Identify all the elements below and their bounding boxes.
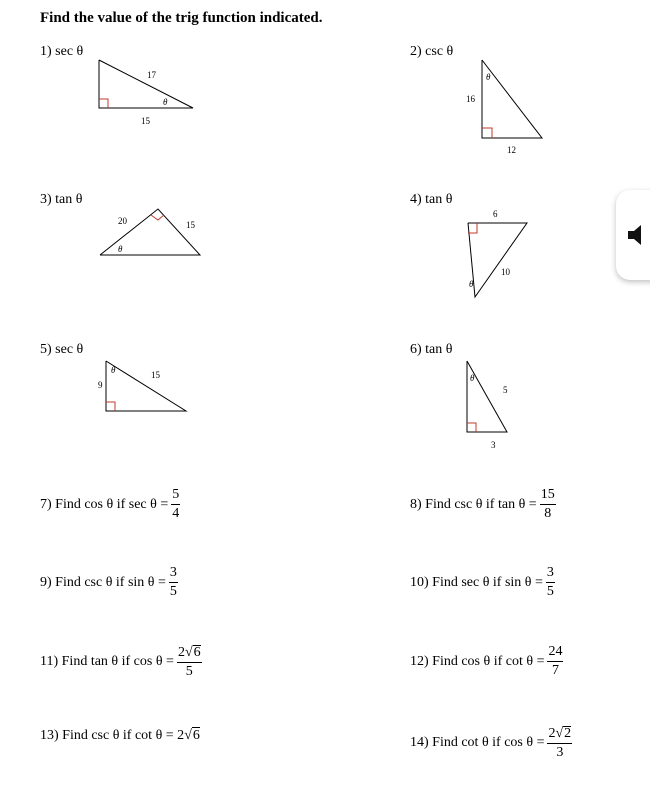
problem-5-label: 5) sec θ (40, 342, 84, 357)
triangle-4-theta: θ (469, 279, 474, 289)
triangle-4 (460, 205, 540, 305)
problem-12-fraction: $\frac{24}{7}$ (548, 644, 563, 678)
problem-10 (410, 566, 555, 599)
triangle-5-side-a: 9 (98, 380, 103, 390)
triangle-3-side-b: 15 (186, 220, 195, 230)
problem-9-fraction: $\frac{3}{5}$ (169, 565, 177, 599)
problem-9-text: 9) Find csc θ if sin θ = (40, 574, 166, 590)
triangle-4-side-b: 10 (501, 267, 510, 277)
problem-2-label: 2) csc θ (410, 44, 454, 59)
triangle-5-theta: θ (111, 365, 116, 375)
triangle-1-base: 15 (141, 116, 150, 126)
problem-6-label: 6) tan θ (410, 342, 453, 357)
problem-11-fraction: 2 √ 6 5 (177, 645, 201, 679)
problem-3-label: 3) tan θ (40, 192, 83, 207)
triangle-2 (462, 58, 562, 163)
problem-13-text: 13) Find csc θ if cot θ = 2 (40, 727, 185, 743)
problem-14-text: 14) Find cot θ if cos θ = (410, 735, 545, 750)
problem-14 (410, 726, 572, 760)
problem-4-label: 4) tan θ (410, 192, 453, 207)
audio-control[interactable] (616, 190, 650, 280)
problem-7 (40, 488, 180, 521)
triangle-2-side-b: 12 (507, 145, 516, 155)
problem-13-sqrt: √ 6 (184, 728, 200, 743)
triangle-3 (96, 205, 206, 260)
triangle-3-theta: θ (118, 244, 123, 254)
problem-8-text: 8) Find csc θ if tan θ = (410, 496, 537, 512)
problem-14-fraction: 2 √ 2 3 (548, 726, 572, 760)
problem-13 (40, 727, 200, 744)
problem-12 (410, 645, 563, 678)
problem-12-text: 12) Find cos θ if cot θ = (410, 653, 545, 669)
problem-7-text: 7) Find cos θ if sec θ = (40, 496, 169, 512)
triangle-1-theta: θ (163, 97, 168, 107)
triangle-6 (460, 357, 520, 452)
triangle-2-side-a: 16 (466, 94, 475, 104)
triangle-5 (95, 357, 195, 417)
triangle-1 (95, 58, 205, 128)
triangle-1-hyp: 17 (147, 70, 156, 80)
triangle-6-theta: θ (470, 373, 475, 383)
problem-11-text: 11) Find tan θ if cos θ = (40, 654, 174, 669)
problem-10-fraction: $\frac{3}{5}$ (546, 565, 554, 599)
triangle-4-side-a: 6 (493, 209, 498, 219)
problem-1-label: 1) sec θ (40, 44, 84, 59)
problem-9 (40, 566, 178, 599)
worksheet-title: Find the value of the trig function indicated. (40, 10, 323, 26)
triangle-3-side-a: 20 (118, 216, 127, 226)
problem-10-text: 10) Find sec θ if sin θ = (410, 574, 543, 590)
speaker-icon[interactable] (626, 224, 650, 246)
problem-7-fraction: $\frac{5}{4}$ (172, 487, 180, 521)
problem-8-fraction: $\frac{15}{8}$ (540, 487, 555, 521)
triangle-5-side-b: 15 (151, 370, 160, 380)
problem-11 (40, 645, 202, 679)
problem-8 (410, 488, 556, 521)
triangle-6-side-b: 3 (491, 440, 496, 450)
triangle-6-side-a: 5 (503, 385, 508, 395)
triangle-2-theta: θ (486, 72, 491, 82)
